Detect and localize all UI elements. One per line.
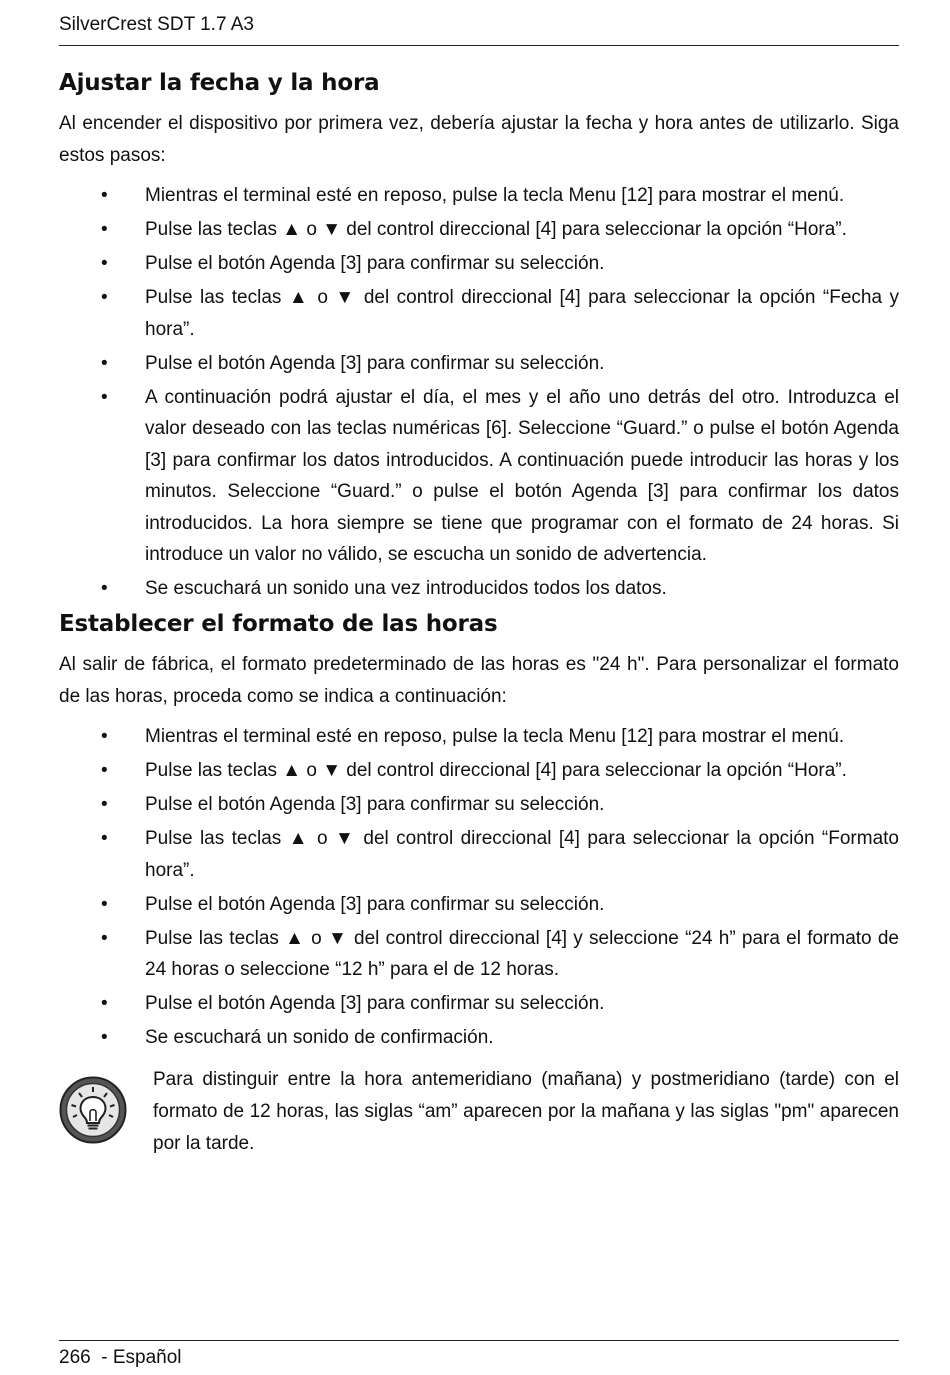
bullet-icon: • bbox=[101, 927, 108, 949]
bullet-icon: • bbox=[101, 185, 108, 206]
list-item bbox=[59, 214, 899, 246]
list-item bbox=[59, 889, 899, 921]
section-heading-date-time: Ajustar la fecha y la hora bbox=[59, 70, 380, 96]
list-item bbox=[59, 823, 899, 886]
list-item bbox=[59, 382, 899, 571]
list-item bbox=[59, 348, 899, 380]
list-item bbox=[59, 755, 899, 787]
list-item bbox=[59, 282, 899, 345]
list-item bbox=[59, 1022, 899, 1054]
section-intro-date-time: Al encender el dispositivo por primera vez, debería ajustar la fecha y hora antes de utilizarlo. Siga estos pasos: bbox=[59, 113, 899, 166]
bullet-icon: • bbox=[101, 219, 108, 240]
step-text: Pulse el botón Agenda [3] para confirmar su selección. bbox=[145, 352, 605, 374]
document-title: SilverCrest SDT 1.7 A3 bbox=[59, 14, 255, 35]
step-text: Se escuchará un sonido una vez introducidos todos los datos. bbox=[145, 578, 667, 599]
step-text: Pulse las teclas ▲ o ▼ del control direccional [4] para seleccionar la opción “Fecha y hora”. bbox=[145, 287, 899, 340]
section-heading-time-format: Establecer el formato de las horas bbox=[59, 611, 498, 637]
step-text: Pulse las teclas ▲ o ▼ del control direccional [4] para seleccionar la opción “Formato hora”. bbox=[145, 828, 899, 881]
list-item bbox=[59, 180, 899, 212]
steps-list-date-time bbox=[59, 180, 899, 605]
step-text: Pulse el botón Agenda [3] para confirmar su selección. bbox=[145, 794, 605, 815]
step-text: Se escuchará un sonido de confirmación. bbox=[145, 1027, 494, 1048]
bullet-icon: • bbox=[101, 352, 108, 374]
bullet-icon: • bbox=[101, 893, 108, 915]
bullet-icon: • bbox=[101, 828, 108, 849]
list-item bbox=[59, 573, 899, 605]
step-text: Pulse las teclas ▲ o ▼ del control direccional [4] para seleccionar la opción “Hora”. bbox=[145, 760, 847, 781]
bullet-icon: • bbox=[101, 726, 108, 747]
section-intro-time-format: Al salir de fábrica, el formato predeterminado de las horas es "24 h". Para personalizar el formato de las horas, proceda como se indica a continuación: bbox=[59, 654, 899, 707]
bullet-icon: • bbox=[101, 794, 108, 815]
page-content bbox=[59, 66, 899, 1164]
step-text: Pulse el botón Agenda [3] para confirmar su selección. bbox=[145, 993, 605, 1014]
list-item bbox=[59, 248, 899, 280]
step-text: Pulse el botón Agenda [3] para confirmar su selección. bbox=[145, 893, 605, 915]
page-header bbox=[59, 10, 899, 46]
step-text: Mientras el terminal esté en reposo, pulse la tecla Menu [12] para mostrar el menú. bbox=[145, 185, 845, 206]
step-text: Pulse las teclas ▲ o ▼ del control direccional [4] y seleccione “24 h” para el formato de 24 horas o seleccione “12 h” para el de 12 horas. bbox=[145, 927, 899, 980]
step-text: Pulse el botón Agenda [3] para confirmar su selección. bbox=[145, 253, 605, 274]
list-item bbox=[59, 923, 899, 986]
footer-language: - Español bbox=[101, 1347, 182, 1368]
bullet-icon: • bbox=[101, 760, 108, 781]
step-text: Mientras el terminal esté en reposo, pulse la tecla Menu [12] para mostrar el menú. bbox=[145, 726, 845, 747]
bullet-icon: • bbox=[101, 1027, 108, 1048]
steps-list-time-format bbox=[59, 721, 899, 1054]
bullet-icon: • bbox=[101, 386, 108, 408]
page-footer bbox=[59, 1340, 899, 1375]
bullet-icon: • bbox=[101, 253, 108, 274]
page-number: 266 bbox=[59, 1347, 91, 1368]
lightbulb-tip-icon bbox=[59, 1076, 127, 1144]
tip-note bbox=[59, 1064, 899, 1164]
bullet-icon: • bbox=[101, 993, 108, 1014]
step-text: A continuación podrá ajustar el día, el mes y el año uno detrás del otro. Introduzca el valor deseado con las teclas numéricas [6]. Seleccione “Guard.” o pulse el botón Agenda [3] para confirmar los datos introducidos. A continuación puede introducir las horas y los minutos. Seleccione “Guard.” o pulse el botón Agenda [3] para confirmar los datos introducidos. La hora siempre se tiene que programar con el formato de 24 horas. Si introduce un valor no válido, se escucha un sonido de advertencia. bbox=[145, 386, 899, 565]
list-item bbox=[59, 789, 899, 821]
list-item bbox=[59, 988, 899, 1020]
bullet-icon: • bbox=[101, 287, 108, 308]
step-text: Pulse las teclas ▲ o ▼ del control direccional [4] para seleccionar la opción “Hora”. bbox=[145, 219, 847, 240]
bullet-icon: • bbox=[101, 578, 108, 599]
list-item bbox=[59, 721, 899, 753]
tip-note-text: Para distinguir entre la hora antemeridiano (mañana) y postmeridiano (tarde) con el formato de 12 horas, las siglas “am” aparecen por la mañana y las siglas "pm" aparecen por la tarde. bbox=[153, 1068, 899, 1154]
